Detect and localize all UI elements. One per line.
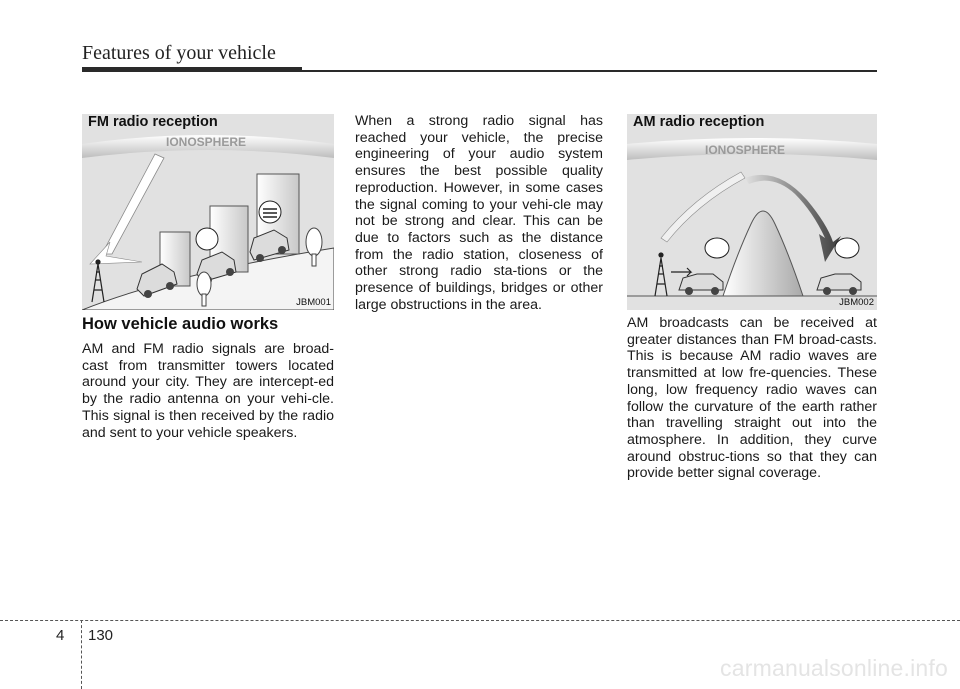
radio-sound-bubble-icon: [705, 238, 729, 258]
mountain: [723, 211, 803, 296]
am-wave-up: [661, 172, 745, 242]
am-reception-figure: [627, 114, 877, 310]
arrow-right-icon: [671, 268, 691, 276]
am-ionosphere-label: IONOSPHERE: [705, 143, 786, 157]
radio-sound-bubble-icon: [835, 238, 859, 258]
paragraph-am-broadcasts: AM broadcasts can be received at greater distances than FM broad-casts. This is because AM radio waves are transmitted at low fre-quencies. These long, low frequency radio waves can follow the curvature of the earth rather than travelling straight out into the atmosphere. In addition, they curve around obstruc-tions so that they can provide better signal coverage.: [627, 315, 877, 482]
header-rule-thick: [82, 67, 302, 72]
fm-figure-title: FM radio reception: [88, 114, 218, 130]
signal-bolt-up: [102, 154, 164, 254]
car-icon: [679, 274, 723, 295]
radio-tower-icon: [655, 253, 667, 296]
paragraph-strong-signal: When a strong radio signal has reached your vehicle, the precise engineering of your audio system ensures the best possible quality reproduction. However, in some cases the signal coming to your vehi-cle may not be strong and clear. This can be due to factors such as the distance from the radio station, closeness of other strong radio sta-tions or the presence of buildings, bridges or other large obstructions in the area.: [355, 113, 603, 313]
footer-vertical-dashed-rule: [81, 620, 82, 689]
am-figure-code: JBM002: [839, 297, 874, 308]
fm-figure-code: JBM001: [296, 297, 331, 308]
header-rule-thin: [302, 70, 877, 72]
paragraph-audio-works: AM and FM radio signals are broad-cast from transmitter towers located around your city. They are intercept-ed by the radio antenna on your vehi-cle. This signal is then received by the radio and sent to your vehicle speakers.: [82, 341, 334, 441]
section-number: 4: [56, 627, 65, 644]
music-note-bubble-icon: [196, 228, 218, 250]
watermark: carmanualsonline.info: [720, 655, 948, 681]
radio-tower-icon: [92, 260, 104, 302]
am-figure-title: AM radio reception: [633, 114, 765, 130]
fm-ionosphere-label: IONOSPHERE: [166, 135, 247, 149]
am-illustration: [627, 114, 877, 310]
page-header-title: Features of your vehicle: [82, 42, 276, 64]
fm-illustration: [82, 114, 334, 310]
section-heading: How vehicle audio works: [82, 315, 279, 333]
fm-reception-figure: [82, 114, 334, 310]
car-icon: [817, 274, 861, 295]
page-number: 130: [88, 627, 114, 644]
footer-dashed-rule: [0, 620, 960, 621]
static-bubble-icon: [259, 201, 281, 223]
